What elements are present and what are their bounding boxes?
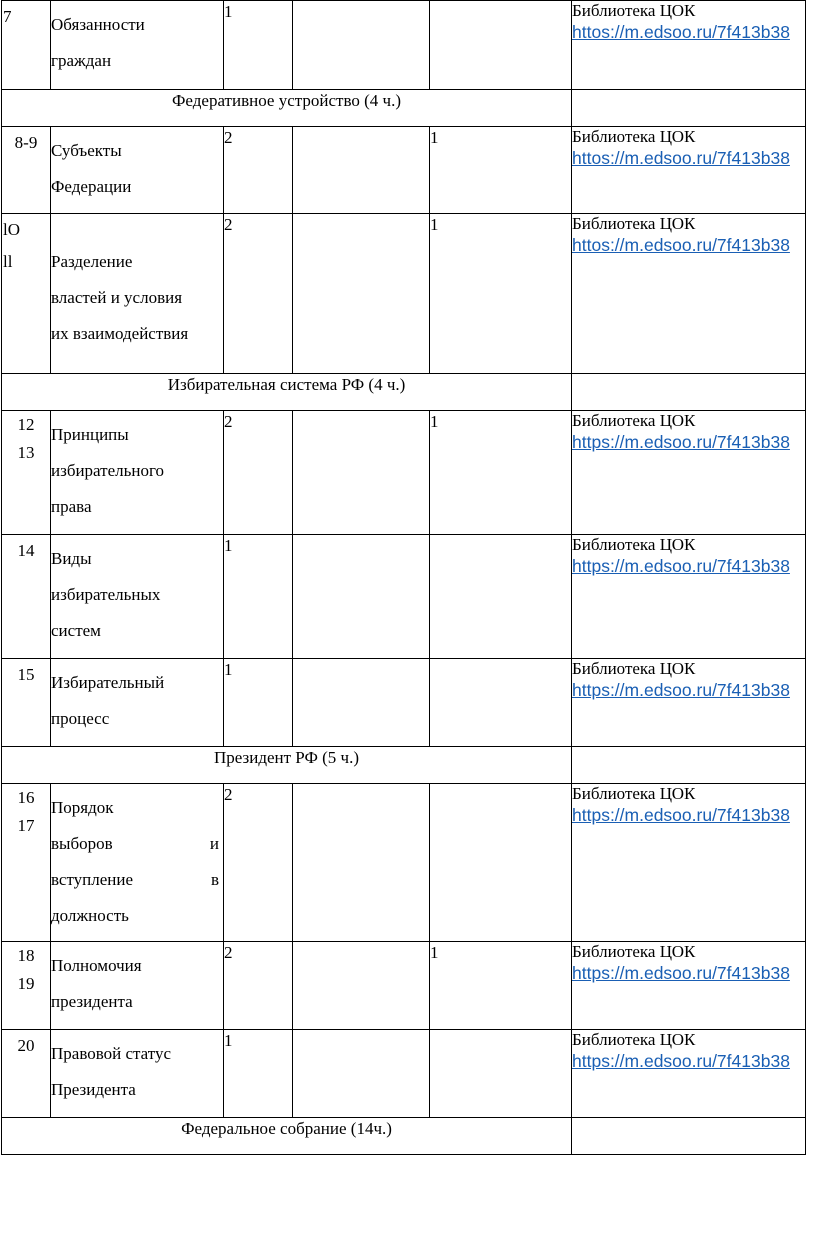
resource-cell <box>572 1030 806 1118</box>
resource-cell <box>572 535 806 659</box>
lesson-number: 7 <box>2 1 51 90</box>
topic-line: должность <box>51 906 129 925</box>
topic-line: Субъекты <box>51 141 122 160</box>
lesson-number-part: ll <box>3 252 13 271</box>
hours-h3 <box>430 1030 572 1118</box>
section-title: Избирательная система РФ (4 ч.) <box>2 374 572 411</box>
library-name: Библиотека ЦОК <box>572 535 696 554</box>
hours-h1: 1 <box>224 1 293 90</box>
topic-line: их взаимодействия <box>51 324 189 343</box>
empty-cell <box>572 90 806 127</box>
table-body <box>2 1 806 1155</box>
topic-line: права <box>51 497 92 516</box>
library-name: Библиотека ЦОК <box>572 942 696 961</box>
topic-line: Полномочия <box>51 956 142 975</box>
hours-h2 <box>293 1 430 90</box>
lesson-number-part: 19 <box>17 974 35 993</box>
hours-h2 <box>293 784 430 942</box>
lesson-number-part: 18 <box>17 946 35 965</box>
lesson-topic <box>51 127 224 214</box>
table-row <box>2 535 806 659</box>
resource-cell <box>572 1 806 90</box>
hours-h3 <box>430 535 572 659</box>
resource-link[interactable]: httos://m.edsoo.ru/7f413b38 <box>572 148 790 168</box>
topic-line: систем <box>51 621 101 640</box>
library-name: Библиотека ЦОК <box>572 214 696 233</box>
topic-line: президента <box>51 992 133 1011</box>
topic-line: Обязанности <box>51 15 145 34</box>
topic-line: Избирательный <box>51 673 165 692</box>
hours-h3 <box>430 1 572 90</box>
hours-h3: 1 <box>430 942 572 1030</box>
lesson-number <box>2 942 51 1030</box>
resource-link[interactable]: https://m.edsoo.ru/7f413b38 <box>572 963 790 983</box>
library-name: Библиотека ЦОК <box>572 784 696 803</box>
hours-h2 <box>293 659 430 747</box>
topic-line: выборов и <box>51 834 219 853</box>
resource-cell <box>572 127 806 214</box>
lesson-topic <box>51 659 224 747</box>
hours-h2 <box>293 214 430 374</box>
library-name: Библиотека ЦОК <box>572 1030 696 1049</box>
lesson-number: 14 <box>2 535 51 659</box>
table-row <box>2 214 806 374</box>
hours-h2 <box>293 942 430 1030</box>
resource-link[interactable]: httos://m.edsoo.ru/7f413b38 <box>572 235 790 255</box>
resource-cell <box>572 411 806 535</box>
hours-h1: 1 <box>224 535 293 659</box>
lesson-number-part: 16 <box>17 788 35 807</box>
hours-h2 <box>293 411 430 535</box>
hours-h1: 1 <box>224 659 293 747</box>
table-row <box>2 942 806 1030</box>
table-row <box>2 659 806 747</box>
section-row <box>2 90 806 127</box>
lesson-topic <box>51 942 224 1030</box>
empty-cell <box>572 374 806 411</box>
resource-cell <box>572 214 806 374</box>
topic-line: процесс <box>51 709 110 728</box>
table-row <box>2 1030 806 1118</box>
table-row <box>2 1 806 90</box>
lesson-number: 20 <box>2 1030 51 1118</box>
topic-line: Разделение <box>51 252 133 271</box>
hours-h3 <box>430 659 572 747</box>
hours-h3 <box>430 784 572 942</box>
lesson-topic <box>51 1030 224 1118</box>
resource-cell <box>572 942 806 1030</box>
library-name: Библиотека ЦОК <box>572 127 696 146</box>
section-row <box>2 1118 806 1155</box>
hours-h1: 1 <box>224 1030 293 1118</box>
topic-line: властей и условия <box>51 288 183 307</box>
topic-line: Президента <box>51 1080 136 1099</box>
library-name: Библиотека ЦОК <box>572 411 696 430</box>
lesson-number <box>2 784 51 942</box>
hours-h2 <box>293 127 430 214</box>
resource-link[interactable]: https://m.edsoo.ru/7f413b38 <box>572 805 790 825</box>
hours-h1: 2 <box>224 127 293 214</box>
table-row <box>2 127 806 214</box>
section-title: Федеративное устройство (4 ч.) <box>2 90 572 127</box>
lesson-number: 15 <box>2 659 51 747</box>
resource-link[interactable]: https://m.edsoo.ru/7f413b38 <box>572 556 790 576</box>
resource-link[interactable]: https://m.edsoo.ru/7f413b38 <box>572 1051 790 1071</box>
lesson-topic <box>51 535 224 659</box>
topic-line: Принципы <box>51 425 129 444</box>
section-row <box>2 747 806 784</box>
topic-line: Виды <box>51 549 92 568</box>
hours-h1: 2 <box>224 411 293 535</box>
hours-h3: 1 <box>430 411 572 535</box>
empty-cell <box>572 1118 806 1155</box>
topic-line: вступление в <box>51 870 219 889</box>
lesson-number: 8-9 <box>2 127 51 214</box>
section-title: Президент РФ (5 ч.) <box>2 747 572 784</box>
section-row <box>2 374 806 411</box>
lesson-number-part: 12 <box>17 415 35 434</box>
topic-line: избирательных <box>51 585 161 604</box>
topic-line: Порядок <box>51 798 114 817</box>
lesson-plan-table <box>1 0 806 1155</box>
library-name: Библиотека ЦОК <box>572 1 696 20</box>
lesson-topic <box>51 1 224 90</box>
table-row <box>2 411 806 535</box>
resource-cell <box>572 659 806 747</box>
hours-h3: 1 <box>430 214 572 374</box>
topic-line: избирательного <box>51 461 165 480</box>
lesson-topic <box>51 784 224 942</box>
hours-h3: 1 <box>430 127 572 214</box>
lesson-topic <box>51 411 224 535</box>
library-name: Библиотека ЦОК <box>572 659 696 678</box>
hours-h1: 2 <box>224 942 293 1030</box>
resource-cell <box>572 784 806 942</box>
resource-link[interactable]: httos://m.edsoo.ru/7f413b38 <box>572 22 790 42</box>
topic-line: Правовой статус <box>51 1044 172 1063</box>
hours-h2 <box>293 1030 430 1118</box>
lesson-number <box>2 214 51 374</box>
lesson-number <box>2 411 51 535</box>
topic-line: Федерации <box>51 177 132 196</box>
resource-link[interactable]: https://m.edsoo.ru/7f413b38 <box>572 432 790 452</box>
lesson-number-part: lO <box>3 220 20 239</box>
section-title: Федеральное собрание (14ч.) <box>2 1118 572 1155</box>
lesson-topic <box>51 214 224 374</box>
hours-h1: 2 <box>224 784 293 942</box>
resource-link[interactable]: https://m.edsoo.ru/7f413b38 <box>572 680 790 700</box>
hours-h1: 2 <box>224 214 293 374</box>
lesson-number-part: 13 <box>17 443 35 462</box>
table-row <box>2 784 806 942</box>
hours-h2 <box>293 535 430 659</box>
topic-line: граждан <box>51 51 112 70</box>
empty-cell <box>572 747 806 784</box>
lesson-number-part: 17 <box>17 816 35 835</box>
